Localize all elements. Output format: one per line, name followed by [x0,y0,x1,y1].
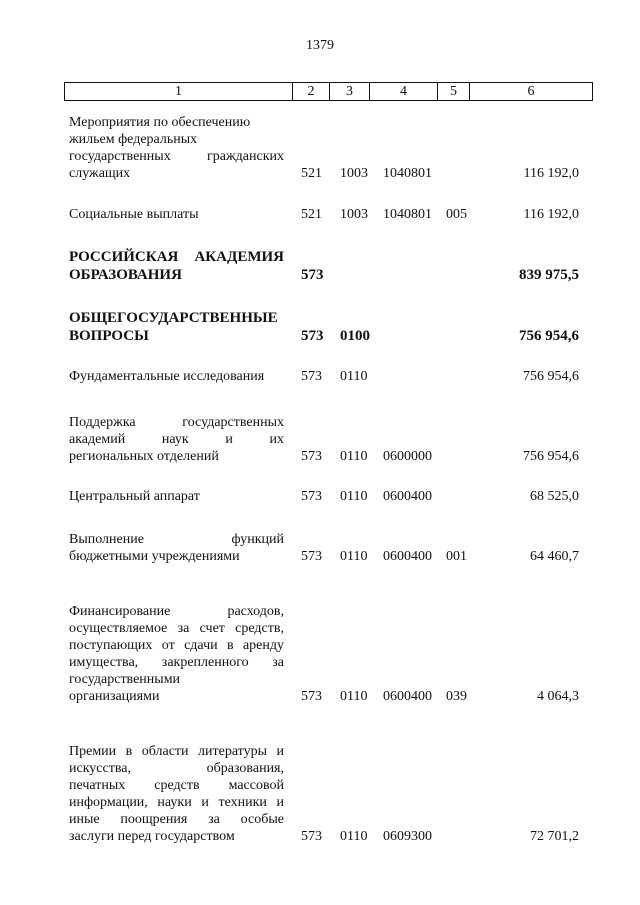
description-line: поступающих от сдачи в аренду [69,638,284,653]
description-line: информации, науки и техники и [69,795,284,810]
cell-expense-type: 039 [446,689,467,704]
cell-amount: 839 975,5 [519,267,579,283]
description-line: государственных гражданских [69,149,284,164]
cell-section: 1003 [340,166,368,181]
cell-expense-type: 001 [446,549,467,564]
row-description [69,368,284,385]
cell-target: 0600400 [383,489,432,504]
description-line: иные поощрения за особые [69,812,284,827]
cell-section: 0100 [340,328,370,344]
cell-amount: 116 192,0 [523,166,579,181]
row-description [69,206,284,223]
description-line: осуществляемое за счет средств, [69,621,284,636]
row-description [69,531,284,565]
description-line: организациями [69,689,160,704]
row-description [69,414,284,465]
description-line: жильем федеральных [69,132,198,147]
description-line: Выполнение функций [69,532,284,547]
cell-ministry: 573 [301,829,322,844]
column-header-6: 6 [470,83,593,101]
column-header-1: 1 [65,83,293,101]
cell-target: 0600400 [383,549,432,564]
cell-ministry: 573 [301,489,322,504]
cell-target: 0609300 [383,829,432,844]
row-description [69,743,284,845]
description-line: бюджетными учреждениями [69,549,240,564]
cell-ministry: 573 [301,549,322,564]
description-line: Центральный аппарат [69,489,200,504]
description-line: государственными [69,672,181,687]
column-header-table [64,82,593,101]
cell-amount: 68 525,0 [530,489,579,504]
description-line: Фундаментальные исследования [69,369,265,384]
cell-target: 0600000 [383,449,432,464]
cell-section: 1003 [340,207,368,222]
cell-ministry: 521 [301,207,322,222]
description-line: региональных отделений [69,449,219,464]
page-number: 1379 [306,38,334,53]
description-line: Премии в области литературы и [69,744,284,759]
description-line: печатных средств массовой [69,778,284,793]
description-line: академий наук и их [69,432,284,447]
description-line: служащих [69,166,131,181]
cell-amount: 4 064,3 [537,689,579,704]
cell-target: 1040801 [383,166,432,181]
description-line: ОБЩЕГОСУДАРСТВЕННЫЕ [69,310,278,326]
cell-ministry: 521 [301,166,322,181]
description-line: ВОПРОСЫ [69,328,149,344]
cell-amount: 72 701,2 [530,829,579,844]
cell-ministry: 573 [301,369,322,384]
row-description [69,114,284,182]
cell-section: 0110 [340,449,368,464]
column-header-3: 3 [330,83,370,101]
description-line: Мероприятия по обеспечению [69,115,251,130]
cell-amount: 64 460,7 [530,549,579,564]
cell-ministry: 573 [301,328,324,344]
description-line: Финансирование расходов, [69,604,284,619]
row-description [69,309,284,345]
row-description [69,248,284,284]
cell-target: 1040801 [383,207,432,222]
column-header-4: 4 [370,83,438,101]
row-description [69,603,284,705]
cell-ministry: 573 [301,267,324,283]
column-header-5: 5 [438,83,470,101]
cell-section: 0110 [340,369,368,384]
cell-amount: 756 954,6 [523,449,579,464]
cell-ministry: 573 [301,449,322,464]
cell-amount: 756 954,6 [519,328,579,344]
cell-expense-type: 005 [446,207,467,222]
description-line: заслуги перед государством [69,829,235,844]
cell-section: 0110 [340,549,368,564]
description-line: имущества, закрепленного за [69,655,284,670]
cell-section: 0110 [340,489,368,504]
row-description [69,488,284,505]
description-line: Социальные выплаты [69,207,199,222]
description-line: ОБРАЗОВАНИЯ [69,267,182,283]
cell-amount: 756 954,6 [523,369,579,384]
description-line: искусства, образования, [69,761,284,776]
description-line: Поддержка государственных [69,415,284,430]
cell-amount: 116 192,0 [523,207,579,222]
cell-target: 0600400 [383,689,432,704]
cell-section: 0110 [340,689,368,704]
description-line: РОССИЙСКАЯ АКАДЕМИЯ [69,249,284,265]
cell-section: 0110 [340,829,368,844]
column-header-2: 2 [293,83,330,101]
cell-ministry: 573 [301,689,322,704]
